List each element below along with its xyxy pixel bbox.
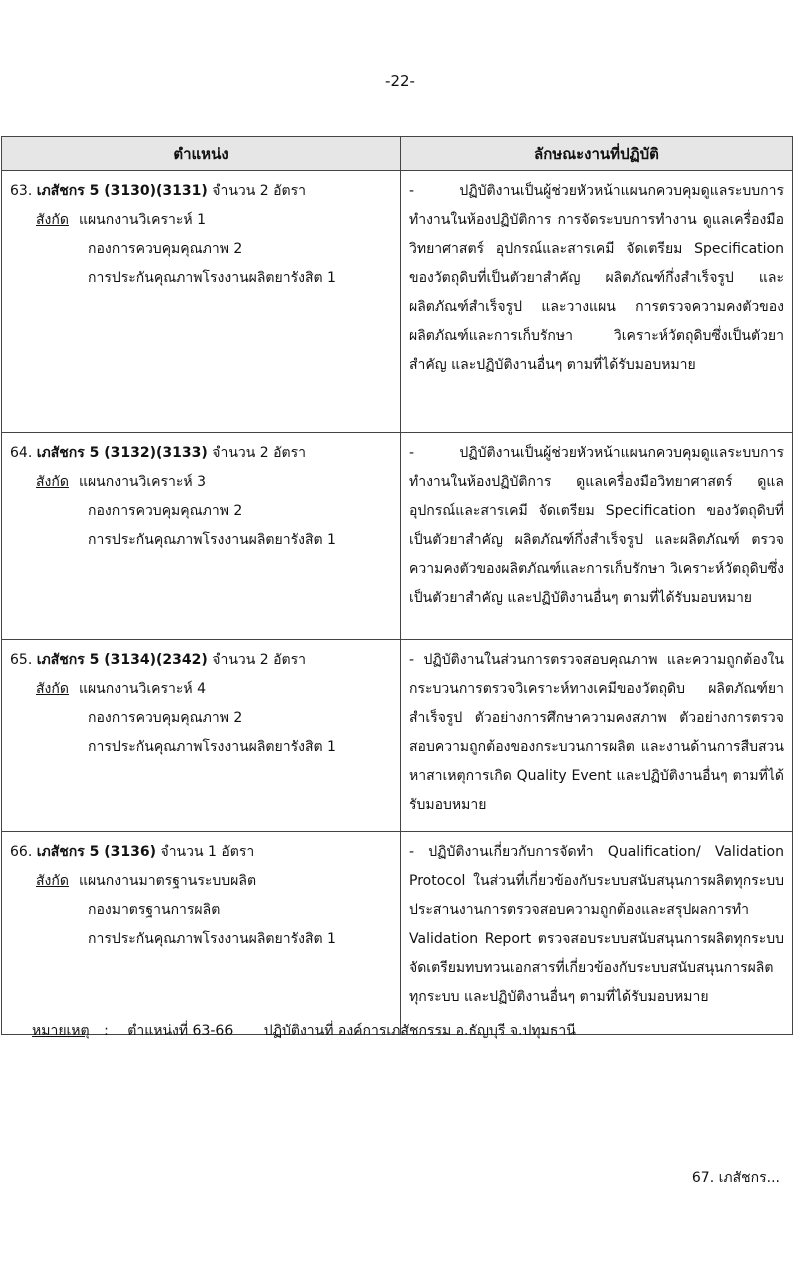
note-label: หมายเหตุ (32, 1023, 90, 1039)
duties-cell (401, 640, 793, 832)
table-row (2, 433, 793, 640)
position-number: 64. (10, 445, 33, 461)
duties-text: - ปฏิบัติงานเป็นผู้ช่วยหัวหน้าแผนกควบคุมดูแลระบบการทำงานในห้องปฏิบัติการ ดูแลเครื่องมือวิทยาศาสตร์ ดูแลอุปกรณ์และสารเคมี จัดเตรียม Specification ของวัตถุดิบที่เป็นตัวยาสำคัญ ผลิตภัณฑ์กึ่งสำเร็จรูป และผลิตภัณฑ์ ตรวจความคงตัวของผลิตภัณฑ์และการเก็บรักษา วิเคราะห์วัตถุดิบซึ่งเป็นตัวยาสำคัญ และปฏิบัติงานอื่นๆ ตามที่ได้รับมอบหมาย (409, 445, 784, 606)
footnote (32, 1020, 576, 1042)
position-heading (10, 439, 392, 468)
position-quota: จำนวน 2 อัตรา (212, 652, 307, 668)
duties-cell (401, 433, 793, 640)
affiliation-line (10, 468, 392, 497)
position-number: 65. (10, 652, 33, 668)
position-heading (10, 646, 392, 675)
affiliation-label: สังกัด (36, 474, 69, 490)
affiliation-unit: แผนกงานวิเคราะห์ 1 (78, 212, 206, 228)
duties-cell (401, 832, 793, 1035)
position-quota: จำนวน 1 อัตรา (160, 844, 255, 860)
note-separator: : (104, 1023, 109, 1039)
affiliation-label: สังกัด (36, 873, 69, 889)
position-title: เภสัชกร 5 (3134)(2342) (36, 652, 208, 668)
position-cell (2, 832, 401, 1035)
note-text: ปฏิบัติงานที่ องค์การเภสัชกรรม อ.ธัญบุรี จ.ปทุมธานี (263, 1023, 576, 1039)
position-title: เภสัชกร 5 (3132)(3133) (36, 445, 208, 461)
position-heading (10, 177, 392, 206)
page-number: -22- (385, 72, 415, 90)
position-number: 63. (10, 183, 33, 199)
position-quota: จำนวน 2 อัตรา (212, 445, 307, 461)
duties-text: - ปฏิบัติงานเป็นผู้ช่วยหัวหน้าแผนกควบคุมดูแลระบบการทำงานในห้องปฏิบัติการ การจัดระบบการทำงาน ดูแลเครื่องมือวิทยาศาสตร์ อุปกรณ์และสารเคมี จัดเตรียม Specification ของวัตถุดิบที่เป็นตัวยาสำคัญ ผลิตภัณฑ์กึ่งสำเร็จรูป และผลิตภัณฑ์สำเร็จรูป และวางแผน การตรวจความคงตัวของผลิตภัณฑ์และการเก็บรักษา วิเคราะห์วัตถุดิบซึ่งเป็นตัวยาสำคัญ และปฏิบัติงานอื่นๆ ตามที่ได้รับมอบหมาย (409, 183, 784, 373)
affiliation-department: การประกันคุณภาพโรงงานผลิตยารังสิต 1 (88, 739, 336, 755)
duties-text: - ปฏิบัติงานในส่วนการตรวจสอบคุณภาพ และความถูกต้องในกระบวนการตรวจวิเคราะห์ทางเคมีของวัตถุดิบ ผลิตภัณฑ์ยาสำเร็จรูป ตัวอย่างการศึกษาความคงสภาพ ตัวอย่างการตรวจสอบความถูกต้องของกระบวนการผลิต และงานด้านการสืบสวนหาสาเหตุการเกิด Quality Event และปฏิบัติงานอื่นๆ ตามที่ได้รับมอบหมาย (409, 652, 784, 813)
affiliation-division: กองการควบคุมคุณภาพ 2 (88, 241, 243, 257)
affiliation-unit: แผนกงานวิเคราะห์ 4 (78, 681, 206, 697)
affiliation-label: สังกัด (36, 212, 69, 228)
affiliation-line (10, 867, 392, 896)
position-title: เภสัชกร 5 (3130)(3131) (36, 183, 208, 199)
affiliation-division: กองการควบคุมคุณภาพ 2 (88, 710, 243, 726)
table-row (2, 640, 793, 832)
header-position: ตำแหน่ง (2, 137, 401, 171)
affiliation-line (10, 675, 392, 704)
position-heading (10, 838, 392, 867)
position-number: 66. (10, 844, 33, 860)
table-row (2, 171, 793, 433)
position-cell (2, 433, 401, 640)
affiliation-unit: แผนกงานมาตรฐานระบบผลิต (78, 873, 257, 889)
position-cell (2, 640, 401, 832)
continuation-marker: 67. เภสัชกร... (691, 1170, 780, 1186)
positions-table (1, 136, 793, 1035)
header-duties: ลักษณะงานที่ปฏิบัติ (401, 137, 793, 171)
affiliation-department: การประกันคุณภาพโรงงานผลิตยารังสิต 1 (88, 931, 336, 947)
affiliation-unit: แผนกงานวิเคราะห์ 3 (78, 474, 206, 490)
table-row (2, 832, 793, 1035)
position-cell (2, 171, 401, 433)
note-positions: ตำแหน่งที่ 63-66 (127, 1023, 234, 1039)
affiliation-line (10, 206, 392, 235)
position-quota: จำนวน 2 อัตรา (212, 183, 307, 199)
duties-cell (401, 171, 793, 433)
affiliation-division: กองการควบคุมคุณภาพ 2 (88, 503, 243, 519)
position-title: เภสัชกร 5 (3136) (36, 844, 157, 860)
affiliation-division: กองมาตรฐานการผลิต (88, 902, 221, 918)
affiliation-department: การประกันคุณภาพโรงงานผลิตยารังสิต 1 (88, 270, 336, 286)
affiliation-department: การประกันคุณภาพโรงงานผลิตยารังสิต 1 (88, 532, 336, 548)
affiliation-label: สังกัด (36, 681, 69, 697)
duties-text: - ปฏิบัติงานเกี่ยวกับการจัดทำ Qualification/ Validation Protocol ในส่วนที่เกี่ยวข้องกับระบบสนับสนุนการผลิตทุกระบบ ประสานงานการตรวจสอบความถูกต้องและสรุปผลการทำ Validation Report ตรวจสอบระบบสนับสนุนการผลิตทุกระบบ จัดเตรียมทบทวนเอกสารที่เกี่ยวข้องกับระบบสนับสนุนการผลิตทุกระบบ และปฏิบัติงานอื่นๆ ตามที่ได้รับมอบหมาย (409, 844, 784, 1005)
table-header-row (2, 137, 793, 171)
